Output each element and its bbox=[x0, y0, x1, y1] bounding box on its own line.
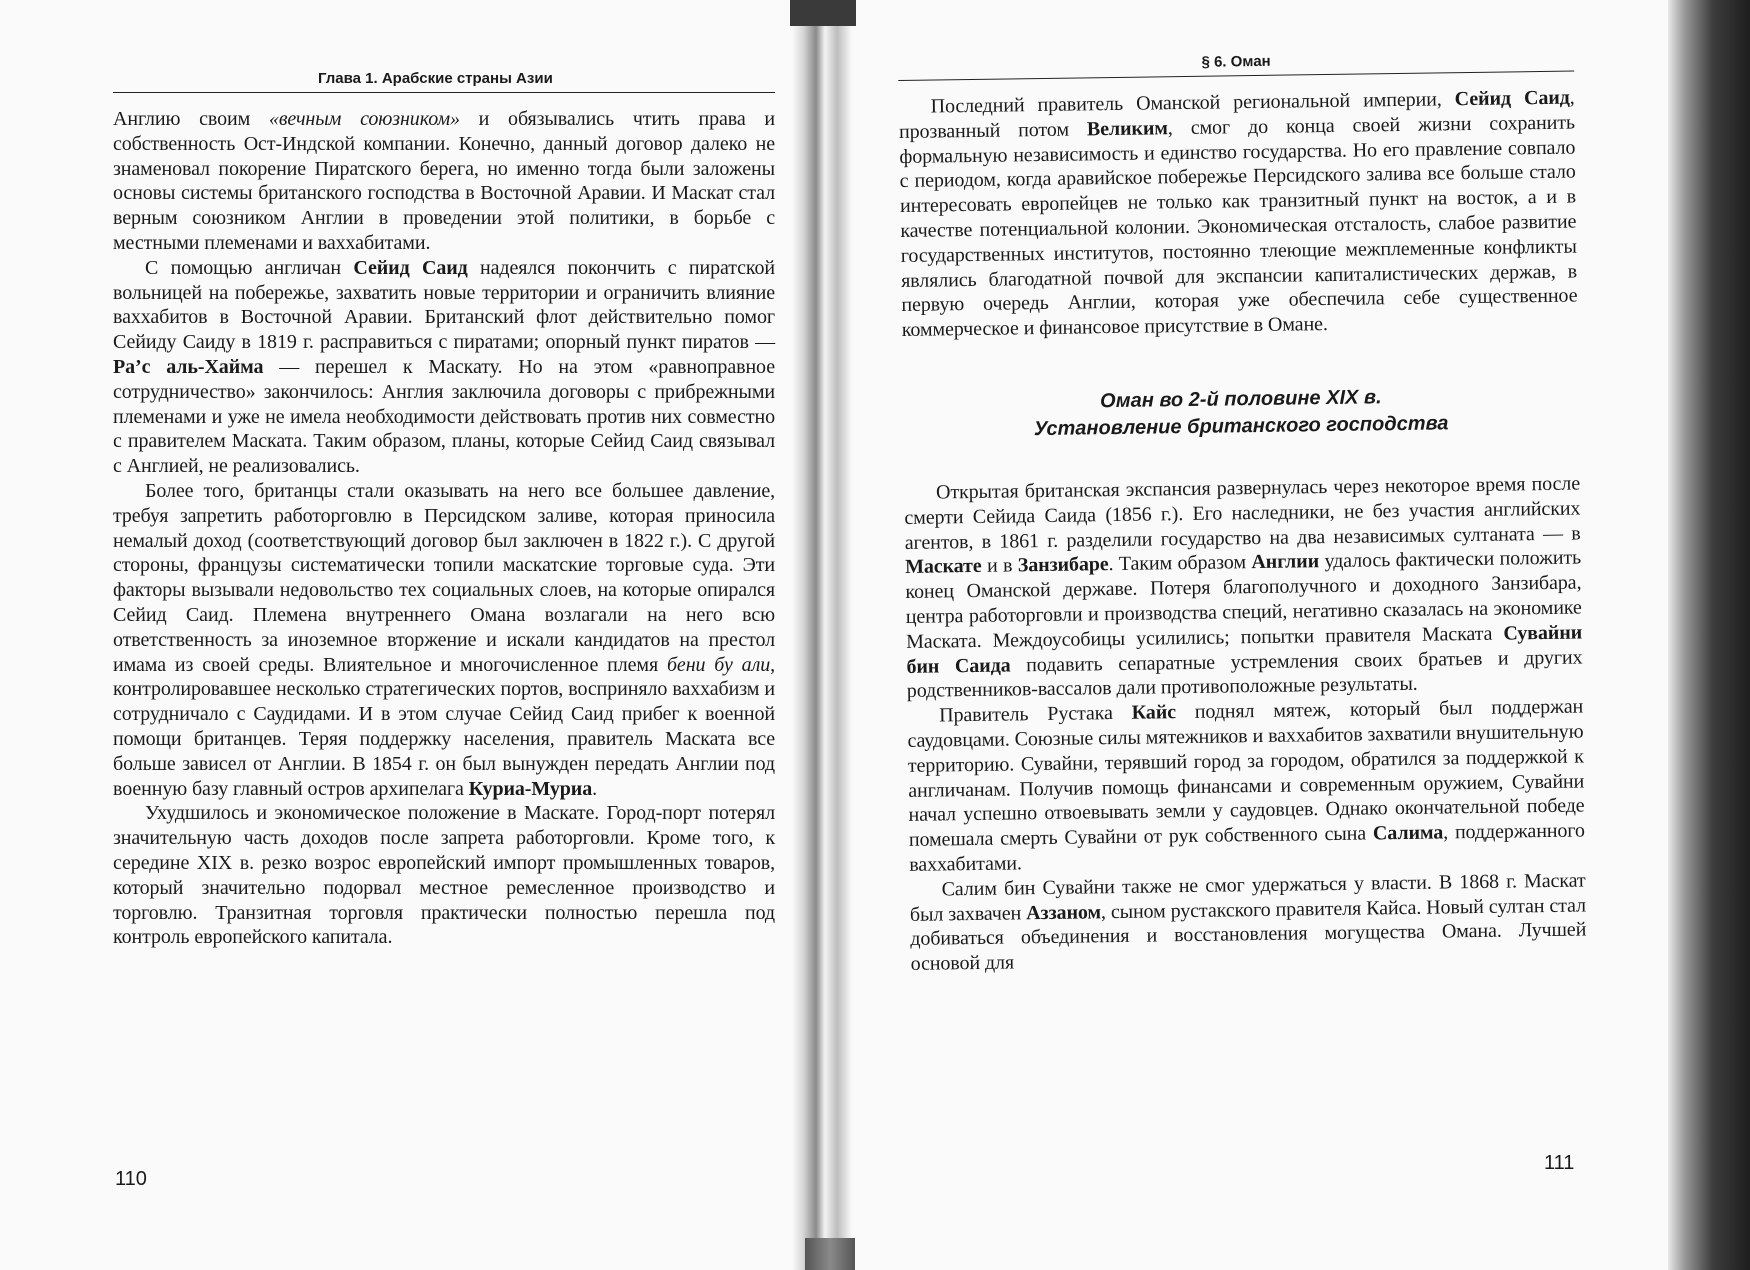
section-subheading bbox=[903, 381, 1580, 444]
text-run: . Таким образом bbox=[1108, 551, 1252, 576]
bold-term: Англии bbox=[1251, 550, 1320, 574]
italic-term: «вечным союзником» bbox=[268, 108, 460, 130]
paragraph bbox=[113, 107, 775, 256]
italic-term: бени бу али bbox=[666, 653, 771, 676]
bold-term: Сейид Саид bbox=[353, 256, 468, 279]
text-run: Ухудшилось и экономическое положение в Маскате. Город-порт потерял значительную часть доходов после запрета работорговли. Кроме того, к середине XIX в. резко возрос европейский импорт промышленных товаров, который значительно подорвал местное ремесленное производство и торговлю. Транзитная торговля практически полностью перешла под контроль европейского капитала. bbox=[113, 802, 775, 949]
text-run: удалось фактически положить конец Оманской державе. Потеря благополучного и доходного Занзибара, центра работорговли и производства специй, негативно сказалась на экономике Маската. Междоусобицы усилились; попытки правителя Маската bbox=[905, 546, 1582, 653]
text-run: подавить сепаратные устремления своих братьев и других родственников-вассалов дали противоположные результаты. bbox=[906, 646, 1583, 703]
text-run: и в bbox=[981, 554, 1018, 578]
text-run: Салим бин Сувайни также не смог удержаться у власти. В 1868 г. Маскат был захвачен bbox=[909, 869, 1586, 926]
paragraph bbox=[113, 479, 775, 801]
paragraph bbox=[907, 695, 1585, 878]
gutter-shadow-bottom bbox=[805, 1238, 855, 1270]
bold-term: Салима bbox=[1372, 821, 1444, 845]
bold-term: Кайс bbox=[1131, 701, 1177, 724]
bold-term: Куриа-Муриа bbox=[468, 777, 593, 800]
text-run: Англию своим bbox=[113, 108, 269, 130]
right-page bbox=[898, 49, 1587, 977]
book-gutter bbox=[792, 0, 852, 1270]
right-page-intro bbox=[899, 86, 1578, 343]
paragraph bbox=[904, 471, 1583, 704]
text-run: Последний правитель Оманской региональной империи, bbox=[930, 88, 1455, 118]
page-number: 111 bbox=[1544, 1152, 1575, 1174]
text-run: — перешел к Маскату. Но на этом «равноправное сотрудничество» закончилось: Англия заключила договоры с прибрежными племенами и уже не имела необходимости действовать против них совместно с правителем Маската. Таким образом, планы, которые Сейид Саид связывал с Англией, не реализовались. bbox=[113, 355, 775, 478]
text-run: С помощью англичан bbox=[145, 256, 354, 279]
text-run: надеялся покончить с пиратской вольницей на побережье, захватить новые территории и ограничить влияние ваххабитов в Восточной Аравии. Британский флот действительно помог Сейиду Саиду в 1819 г. расправиться с пиратами; опорный пункт пиратов — bbox=[113, 256, 775, 354]
text-run: и обязывались чтить права и собственность Ост-Индской компании. Конечно, данный договор далеко не знаменовал покорение Пиратского берега, но именно тогда были заложены основы системы британского господства в Восточной Аравии. И Маскат стал верным союзником Англии в проведении этой политики, в борьбе с местными племенами и ваххабитами. bbox=[113, 108, 775, 254]
text-run: , поддержанного ваххабитами. bbox=[909, 819, 1586, 876]
paragraph bbox=[909, 868, 1586, 977]
text-run: , прозванный потом bbox=[898, 86, 1575, 143]
bold-term: Занзибаре bbox=[1017, 553, 1109, 577]
right-page-body bbox=[904, 471, 1587, 976]
left-page-body bbox=[113, 107, 775, 950]
left-page bbox=[113, 70, 775, 950]
running-head: Глава 1. Арабские страны Азии bbox=[113, 70, 775, 93]
bold-term: Маскате bbox=[904, 555, 982, 579]
text-run: поднял мятеж, который был поддержан саудовцами. Союзные силы мятежников и ваххабитов захватили внушительную территорию. Сувайни, терявший город за городом, обратился за поддержкой к англичанам. Получив помощь финансами и современным оружием, Сувайни начал успешно отвоевывать земли у саудовцев. Однако окончательной победе помешала смерть Сувайни от рук собственного сына bbox=[907, 695, 1585, 852]
running-head: § 6. Оман bbox=[898, 49, 1574, 81]
text-run: , сыном рустакского правителя Кайса. Новый султан стал добиваться объединения и восстановления могущества Омана. Лучшей основой для bbox=[910, 893, 1587, 976]
bold-term: Сувайни бин Саида bbox=[906, 621, 1583, 678]
gutter-shadow-top bbox=[790, 0, 856, 26]
bold-term: Ра’с аль-Хайма bbox=[113, 355, 264, 378]
subheading-line-1: Оман во 2-й половине XIX в. bbox=[1099, 386, 1382, 413]
bold-term: Аззаном bbox=[1025, 900, 1102, 924]
subheading-line-2: Установление британского господства bbox=[1033, 412, 1449, 441]
bold-term: Сейид Саид bbox=[1454, 86, 1570, 111]
paragraph bbox=[113, 256, 775, 479]
text-run: Открытая британская экспансия развернулась через некоторое время после смерти Сейида Саида (1856 г.). Его наследники, не без участия английских агентов, в 1861 г. разделили государство на два независимых султаната — в bbox=[904, 472, 1581, 554]
paragraph bbox=[113, 801, 775, 950]
text-run: , контролировавшее несколько стратегических портов, восприняло ваххабизм и сотрудничало с Саудидами. И в этом случае Сейид Саид прибег к военной помощи британцев. Теряя поддержку населения, правитель Маската все больше зависел от Англии. В 1854 г. он был вынужден передать Англии под военную базу главный остров архипелага bbox=[113, 653, 776, 800]
bold-term: Великим bbox=[1086, 117, 1169, 141]
page-edge-shadow bbox=[1668, 0, 1750, 1270]
page-number: 110 bbox=[115, 1168, 147, 1190]
text-run: . bbox=[592, 777, 598, 800]
text-run: Более того, британцы стали оказывать на него все большее давление, требуя запретить работорговлю в Персидском заливе, которая приносила немалый доход (соответствующий договор был заключен в 1822 г.). С другой стороны, французы систематически топили маскатские торговые суда. Эти факторы вызывали недовольство тех социальных слоев, на которые опирался Сейид Саид. Племена внутреннего Омана возлагали на него всю ответственность за иноземное вторжение и искали кандидатов на престол имама из своей среды. Влиятельное и многочисленное племя bbox=[113, 479, 775, 676]
text-run: , смог до конца своей жизни сохранить формальную независимость и единство государства. Но его правление совпало с периодом, когда аравийское побережье Персидского залива все больше стало интересовать европейцев не только как транзитный пункт на восток, а и в качестве потенциальной колонии. Экономическая отсталость, слабое развитие государственных институтов, постоянно тлеющие межплеменные конфликты являлись благодатной почвой для экспансии капиталистических держав, в первую очередь Англии, которая уже обеспечила себе существенное коммерческое и финансовое присутствие в Омане. bbox=[899, 111, 1578, 342]
text-run: Правитель Рустака bbox=[939, 701, 1132, 727]
paragraph bbox=[899, 86, 1578, 343]
